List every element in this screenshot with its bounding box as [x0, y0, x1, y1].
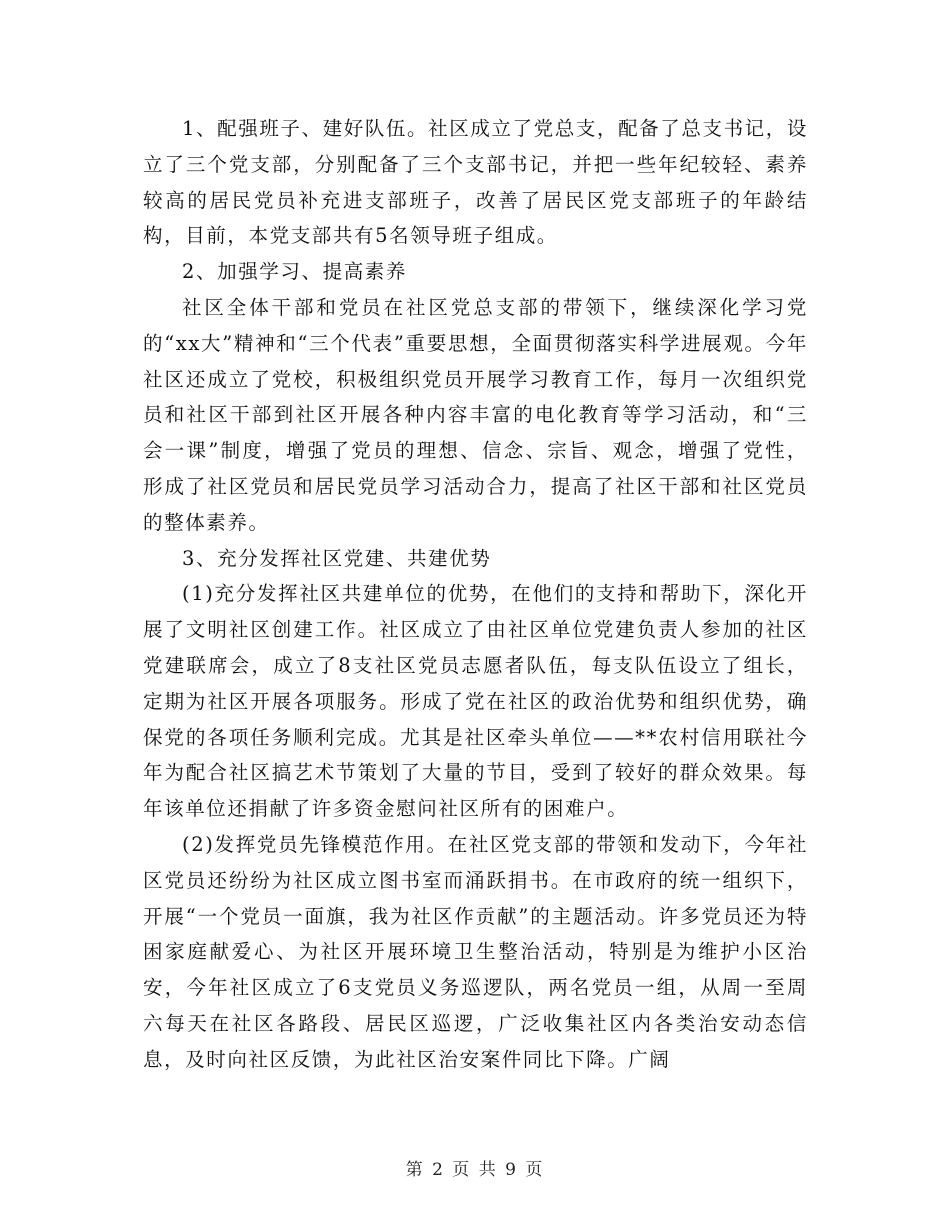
paragraph-party-member-role: (2)发挥党员先锋模范作用。在社区党支部的带领和发动下，今年社区党员还纷纷为社区成立图书室而涌跃捐书。在市政府的统一组织下，开展“一个党员一面旗，我为社区作贡献”的主题活动。许多党员还为特困家庭献爱心、为社区开展环境卫生整治活动，特别是为维护小区治安，今年社区成立了6支党员义务巡逻队，两名党员一组，从周一至周六每天在社区各路段、居民区巡逻，广泛收集社区内各类治安动态信息，及时向社区反馈，为此社区治安案件同比下降。广阔 [143, 832, 808, 1071]
paragraph-study-activities: 社区全体干部和党员在社区党总支部的带领下，继续深化学习党的“xx大”精神和“三个代表”重要思想，全面贯彻落实科学进展观。今年社区还成立了党校，积极组织党员开展学习教育工作，每月一次组织党员和社区干部到社区开展各种内容丰富的电化教育等学习活动，和“三会一课”制度，增强了党员的理想、信念、宗旨、观念，增强了党性，形成了社区党员和居民党员学习活动合力，提高了社区干部和社区党员的整体素养。 [143, 295, 808, 534]
page-number-footer: 第 2 页 共 9 页 [405, 1160, 545, 1180]
paragraph-strengthen-team: 1、配强班子、建好队伍。社区成立了党总支，配备了总支书记，设立了三个党支部，分别配备了三个支部书记，并把一些年纪较轻、素养较高的居民党员补充进支部班子，改善了居民区党支部班子的年龄结构，目前，本党支部共有5名领导班子组成。 [143, 117, 808, 248]
document-body [143, 111, 808, 1078]
heading-strengthen-study: 2、加强学习、提高素养 [182, 260, 408, 284]
paragraph-co-building-units: (1)充分发挥社区共建单位的优势，在他们的支持和帮助下，深化开展了文明社区创建工作。社区成立了由社区单位党建负责人参加的社区党建联席会，成立了8支社区党员志愿者队伍，每支队伍设立了组长，定期为社区开展各项服务。形成了党在社区的政治优势和组织优势，确保党的各项任务顺利完成。尤其是社区牵头单位——**农村信用联社今年为配合社区搞艺术节策划了大量的节目，受到了较好的群众效果。每年该单位还捐献了许多资金慰问社区所有的困难户。 [143, 582, 808, 821]
heading-party-building-advantage: 3、充分发挥社区党建、共建优势 [182, 546, 492, 570]
